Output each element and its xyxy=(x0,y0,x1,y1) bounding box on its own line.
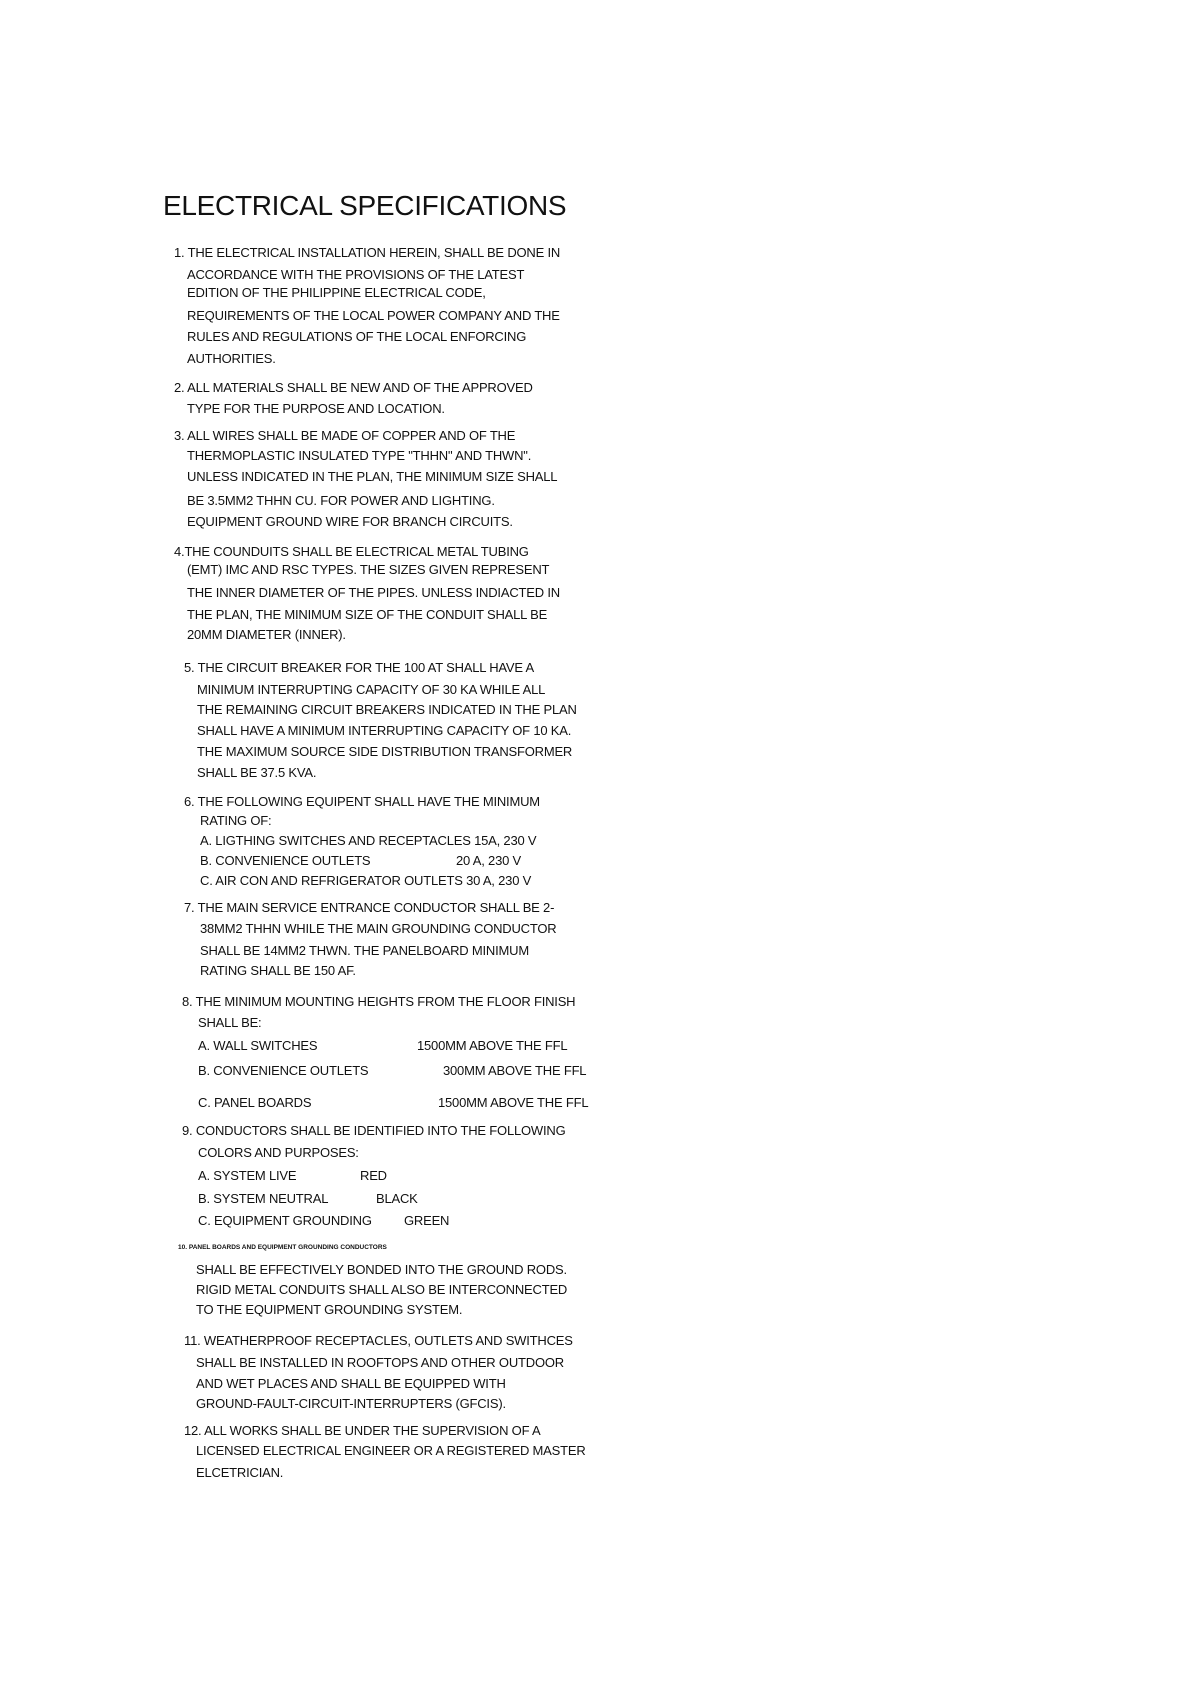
spec-line: THE MAXIMUM SOURCE SIDE DISTRIBUTION TRANSFORMER xyxy=(197,744,573,759)
spec-line: 1. THE ELECTRICAL INSTALLATION HEREIN, SHALL BE DONE IN xyxy=(174,245,561,260)
spec-line: COLORS AND PURPOSES: xyxy=(198,1145,359,1160)
spec-line: ELCETRICIAN. xyxy=(196,1465,284,1480)
spec-line: SHALL HAVE A MINIMUM INTERRUPTING CAPACITY OF 10 KA. xyxy=(197,723,572,738)
spec-line: REQUIREMENTS OF THE LOCAL POWER COMPANY AND THE xyxy=(187,308,560,323)
spec-line: ACCORDANCE WITH THE PROVISIONS OF THE LATEST xyxy=(187,267,525,282)
spec-line: (EMT) IMC AND RSC TYPES. THE SIZES GIVEN REPRESENT xyxy=(187,562,550,577)
spec-line: EDITION OF THE PHILIPPINE ELECTRICAL CODE, xyxy=(187,285,486,300)
spec-line: LICENSED ELECTRICAL ENGINEER OR A REGISTERED MASTER xyxy=(196,1443,586,1458)
spec-line: B. CONVENIENCE OUTLETS xyxy=(198,1063,369,1078)
spec-value: 1500MM ABOVE THE FFL xyxy=(417,1038,568,1053)
spec-line: RATING SHALL BE 150 AF. xyxy=(200,963,356,978)
spec-line: 38MM2 THHN WHILE THE MAIN GROUNDING CONDUCTOR xyxy=(200,921,557,936)
spec-line: 2. ALL MATERIALS SHALL BE NEW AND OF THE APPROVED xyxy=(174,380,533,395)
spec-line: RIGID METAL CONDUITS SHALL ALSO BE INTERCONNECTED xyxy=(196,1282,568,1297)
spec-line: 8. THE MINIMUM MOUNTING HEIGHTS FROM THE FLOOR FINISH xyxy=(182,994,576,1009)
spec-value: GREEN xyxy=(404,1213,450,1228)
spec-line: 9. CONDUCTORS SHALL BE IDENTIFIED INTO THE FOLLOWING xyxy=(182,1123,566,1138)
spec-line: A. LIGTHING SWITCHES AND RECEPTACLES 15A, 230 V xyxy=(200,833,537,848)
spec-line: SHALL BE 14MM2 THWN. THE PANELBOARD MINIMUM xyxy=(200,943,529,958)
spec-line: RATING OF: xyxy=(200,813,272,828)
spec-line: BE 3.5MM2 THHN CU. FOR POWER AND LIGHTING. xyxy=(187,493,495,508)
spec-line: SHALL BE 37.5 KVA. xyxy=(197,765,317,780)
spec-line: RULES AND REGULATIONS OF THE LOCAL ENFORCING xyxy=(187,329,527,344)
spec-line: B. CONVENIENCE OUTLETS xyxy=(200,853,371,868)
spec-line: UNLESS INDICATED IN THE PLAN, THE MINIMUM SIZE SHALL xyxy=(187,469,558,484)
spec-line: THE REMAINING CIRCUIT BREAKERS INDICATED IN THE PLAN xyxy=(197,702,577,717)
spec-line: SHALL BE INSTALLED IN ROOFTOPS AND OTHER OUTDOOR xyxy=(196,1355,564,1370)
spec-line: THERMOPLASTIC INSULATED TYPE "THHN" AND THWN". xyxy=(187,448,532,463)
spec-line: 7. THE MAIN SERVICE ENTRANCE CONDUCTOR SHALL BE 2- xyxy=(184,900,555,915)
spec-line: B. SYSTEM NEUTRAL xyxy=(198,1191,329,1206)
spec-line: 20MM DIAMETER (INNER). xyxy=(187,627,346,642)
spec-value: 300MM ABOVE THE FFL xyxy=(443,1063,587,1078)
spec-line: TO THE EQUIPMENT GROUNDING SYSTEM. xyxy=(196,1302,463,1317)
spec-line: A. SYSTEM LIVE xyxy=(198,1168,297,1183)
spec-line: 12. ALL WORKS SHALL BE UNDER THE SUPERVISION OF A xyxy=(184,1423,541,1438)
spec-line: C. PANEL BOARDS xyxy=(198,1095,312,1110)
spec-value: RED xyxy=(360,1168,387,1183)
spec-line: EQUIPMENT GROUND WIRE FOR BRANCH CIRCUITS. xyxy=(187,514,513,529)
spec-line: GROUND-FAULT-CIRCUIT-INTERRUPTERS (GFCIS). xyxy=(196,1396,506,1411)
spec-line: THE PLAN, THE MINIMUM SIZE OF THE CONDUIT SHALL BE xyxy=(187,607,548,622)
spec-line: TYPE FOR THE PURPOSE AND LOCATION. xyxy=(187,401,445,416)
spec-line: 11. WEATHERPROOF RECEPTACLES, OUTLETS AND SWITHCES xyxy=(184,1333,573,1348)
spec-line: MINIMUM INTERRUPTING CAPACITY OF 30 KA WHILE ALL xyxy=(197,682,546,697)
spec-line: 3. ALL WIRES SHALL BE MADE OF COPPER AND OF THE xyxy=(174,428,516,443)
spec-line: THE INNER DIAMETER OF THE PIPES. UNLESS INDIACTED IN xyxy=(187,585,560,600)
spec-value: BLACK xyxy=(376,1191,418,1206)
spec-line: 4.THE COUNDUITS SHALL BE ELECTRICAL METAL TUBING xyxy=(174,544,529,559)
spec-line: C. EQUIPMENT GROUNDING xyxy=(198,1213,372,1228)
spec-line: C. AIR CON AND REFRIGERATOR OUTLETS 30 A, 230 V xyxy=(200,873,532,888)
spec-line: 5. THE CIRCUIT BREAKER FOR THE 100 AT SHALL HAVE A xyxy=(184,660,535,675)
spec-line: SHALL BE: xyxy=(198,1015,262,1030)
spec-value: 20 A, 230 V xyxy=(456,853,522,868)
spec-line: AND WET PLACES AND SHALL BE EQUIPPED WITH xyxy=(196,1376,506,1391)
page-title: ELECTRICAL SPECIFICATIONS xyxy=(163,190,567,221)
spec-line: 6. THE FOLLOWING EQUIPENT SHALL HAVE THE MINIMUM xyxy=(184,794,540,809)
spec-line: SHALL BE EFFECTIVELY BONDED INTO THE GROUND RODS. xyxy=(196,1262,567,1277)
spec-line-small: 10. PANEL BOARDS AND EQUIPMENT GROUNDING CONDUCTORS xyxy=(178,1244,387,1251)
spec-value: 1500MM ABOVE THE FFL xyxy=(438,1095,589,1110)
spec-line: AUTHORITIES. xyxy=(187,351,276,366)
spec-line: A. WALL SWITCHES xyxy=(198,1038,318,1053)
